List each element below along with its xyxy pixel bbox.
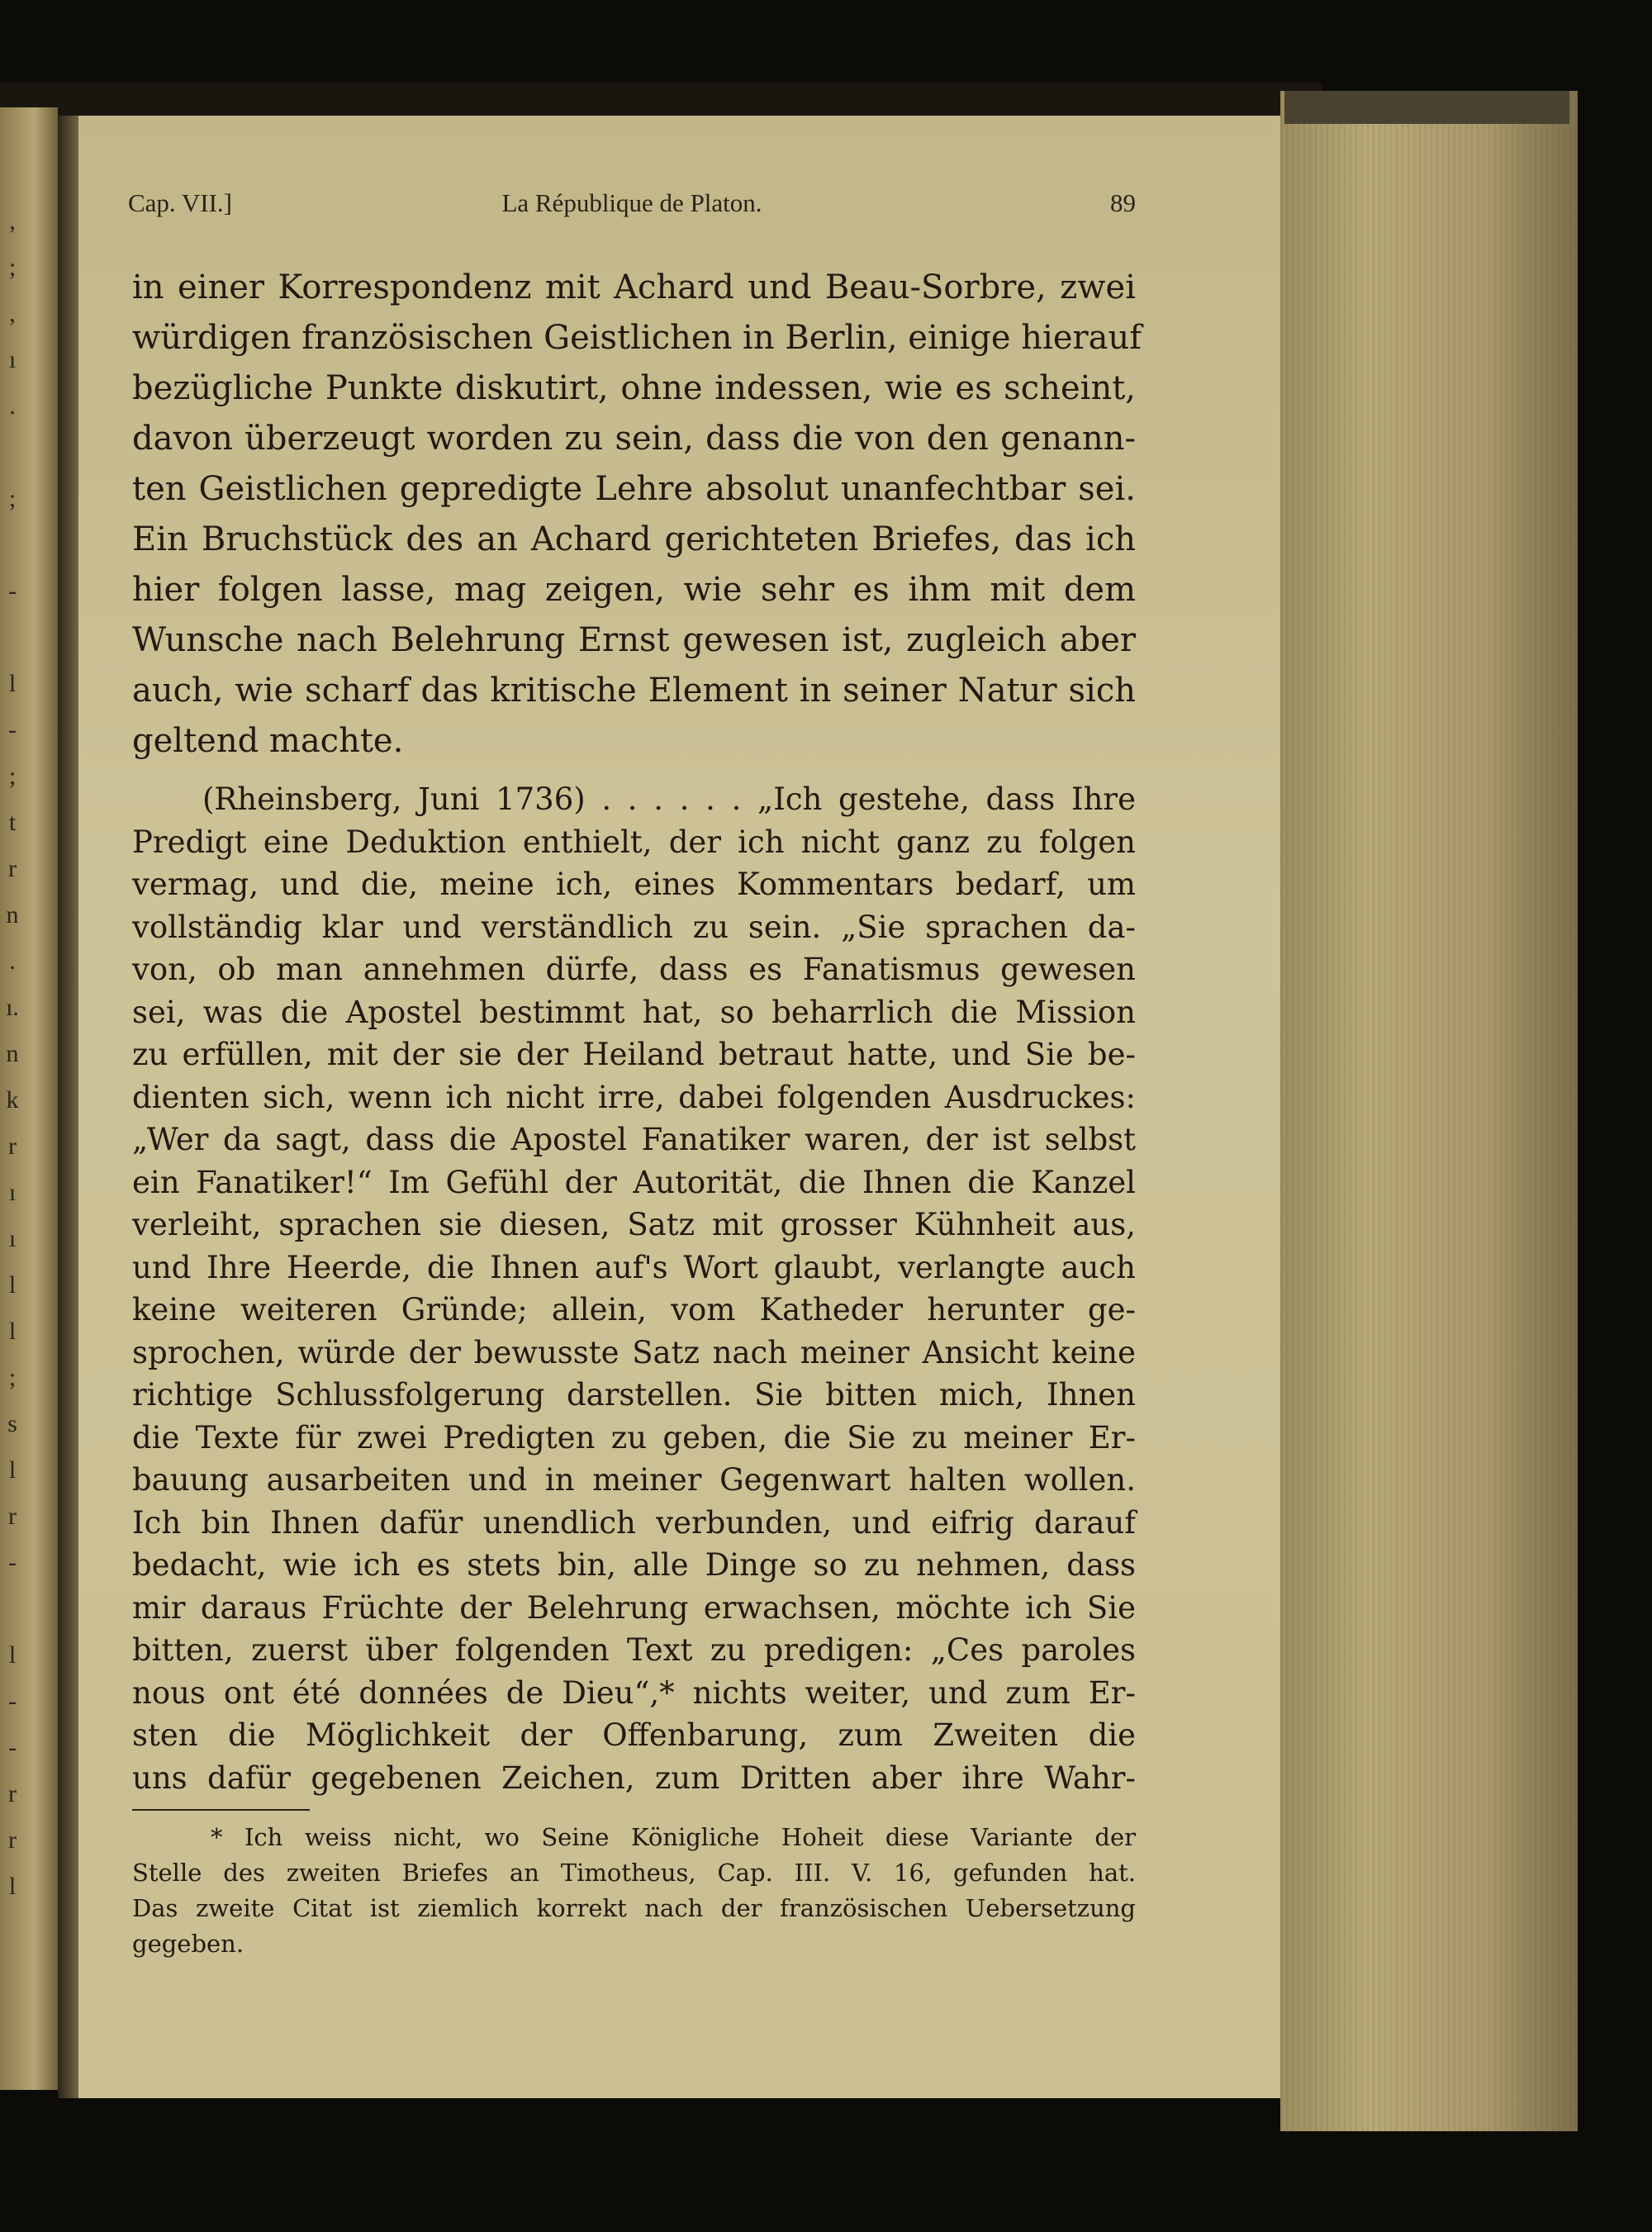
letter-quote-line: sten die Möglichkeit der Offenbarung, zum Zweiten die (132, 1717, 1136, 1753)
facing-page-fragment: , (9, 300, 16, 327)
letter-quote-line: uns dafür gegebenen Zeichen, zum Dritten aber ihre Wahr- (132, 1759, 1136, 1796)
facing-page-fragment: l (8, 670, 17, 697)
facing-page-fragment: n (6, 901, 19, 928)
facing-page-fragment (0, 522, 25, 568)
facing-page-fragment: - (8, 716, 17, 743)
facing-page-fragment: r (8, 1780, 17, 1807)
facing-page-fragment: ; (8, 254, 17, 281)
facing-page-fragment: l (8, 1456, 17, 1484)
book-top-shadow (0, 83, 1322, 120)
letter-quote-line: vollständig klar und verständlich zu sein. „Sie sprachen da- (132, 909, 1136, 945)
paragraph-1-line: hier folgen lasse, mag zeigen, wie sehr es ihm mit dem (132, 571, 1136, 609)
facing-page-fragment: . (9, 392, 16, 420)
paragraph-1-line: davon überzeugt worden zu sein, dass die von den genann- (132, 420, 1136, 458)
paragraph-1-line: bezügliche Punkte diskutirt, ohne indessen, wie es scheint, (132, 369, 1136, 407)
letter-quote-line: bitten, zuerst über folgenden Text zu predigen: „Ces paroles (132, 1632, 1136, 1668)
letter-quote-line: von, ob man annehmen dürfe, dass es Fanatismus gewesen (132, 952, 1136, 987)
paragraph-1 (132, 263, 1142, 767)
letter-quote-line: bedacht, wie ich es stets bin, alle Dinge so zu nehmen, dass (132, 1547, 1136, 1583)
facing-page-fragment: l (8, 1318, 17, 1345)
letter-quote-line: (Rheinsberg, Juni 1736) . . . . . . „Ich gestehe, dass Ihre (202, 781, 1136, 817)
facing-page-fragment: ı (8, 1179, 17, 1206)
facing-page-fragment: ı. (6, 994, 19, 1021)
page-fore-edge (1280, 91, 1578, 2131)
facing-page-fragment: s (7, 1410, 17, 1437)
facing-page-fragment: - (8, 1549, 17, 1576)
paragraph-1-line: würdigen französischen Geistlichen in Berlin, einige hierauf (132, 319, 1142, 357)
paragraph-1-line: auch, wie scharf das kritische Element in seiner Natur sich (132, 672, 1136, 710)
footnote-line: Stelle des zweiten Briefes an Timotheus, Cap. III. V. 16, gefunden hat. (132, 1859, 1136, 1887)
footnote (132, 1820, 1136, 1962)
facing-page-fragment: r (8, 1133, 17, 1160)
facing-page-fragment: . (9, 947, 16, 975)
footnote-rule (132, 1809, 310, 1811)
facing-page-fragment: l (8, 1271, 17, 1299)
letter-quote (132, 778, 1136, 1799)
facing-page-fragments (0, 198, 25, 2016)
running-title: La République de Platon. (501, 188, 762, 217)
facing-page-fragment: t (8, 809, 17, 836)
footnote-line: Das zweite Citat ist ziemlich korrekt nach der französischen Uebersetzung (132, 1894, 1136, 1922)
letter-quote-line: zu erfüllen, mit der sie der Heiland betraut hatte, und Sie be- (132, 1037, 1136, 1072)
letter-quote-line: Predigt eine Deduktion enthielt, der ich nicht ganz zu folgen (132, 824, 1136, 860)
letter-quote-line: ein Fanatiker!“ Im Gefühl der Autorität, die Ihnen die Kanzel (132, 1164, 1136, 1200)
facing-page-fragment (0, 430, 25, 476)
running-head (128, 188, 1136, 221)
letter-quote-line: bauung ausarbeiten und in meiner Gegenwart halten wollen. (132, 1462, 1136, 1498)
facing-page-fragment: ı (8, 346, 17, 373)
facing-page-fragment: - (8, 1688, 17, 1715)
facing-page-fragment: l (8, 1641, 17, 1669)
letter-quote-line: verleiht, sprachen sie diesen, Satz mit grosser Kühnheit aus, (132, 1207, 1136, 1242)
facing-page-fragment: r (8, 1503, 17, 1530)
paragraph-1-line: Wunsche nach Belehrung Ernst gewesen ist, zugleich aber (132, 621, 1136, 659)
page-fore-edge-top (1284, 91, 1569, 124)
letter-quote-line: nous ont été données de Dieu“,* nichts weiter, und zum Er- (132, 1674, 1136, 1711)
facing-page-fragment (0, 615, 25, 661)
paragraph-1-line: geltend machte. (132, 722, 404, 760)
paragraph-1-line: ten Geistlichen gepredigte Lehre absolut unanfechtbar sei. (132, 470, 1136, 508)
paragraph-1-line: in einer Korrespondenz mit Achard und Beau-Sorbre, zwei (132, 268, 1136, 306)
facing-page-fragment: l (8, 1873, 17, 1900)
facing-page-fragment: ; (8, 485, 17, 512)
page-number: 89 (1110, 188, 1136, 217)
facing-page-fragment: ; (8, 762, 17, 790)
letter-quote-line: und Ihre Heerde, die Ihnen auf's Wort glaubt, verlangte auch (132, 1249, 1136, 1285)
letter-quote-line: sprochen, würde der bewusste Satz nach meiner Ansicht keine (132, 1334, 1136, 1370)
facing-page-fragment: n (6, 1040, 19, 1067)
facing-page-fragment: - (8, 1734, 17, 1761)
facing-page-fragment: r (8, 1826, 17, 1854)
chapter-label: Cap. VII.] (128, 188, 232, 217)
letter-quote-line: Ich bin Ihnen dafür unendlich verbunden, und eifrig darauf (132, 1504, 1136, 1541)
letter-quote-line: dienten sich, wenn ich nicht irre, dabei folgenden Ausdruckes: (132, 1079, 1136, 1115)
facing-page-fragment (0, 1586, 25, 1632)
letter-quote-line: vermag, und die, meine ich, eines Kommentars bedarf, um (132, 867, 1136, 902)
letter-quote-line: richtige Schlussfolgerung darstellen. Sie bitten mich, Ihnen (132, 1377, 1136, 1413)
footnote-line: * Ich weiss nicht, wo Seine Königliche Hoheit diese Variante der (211, 1823, 1136, 1851)
letter-quote-line: mir daraus Früchte der Belehrung erwachsen, möchte ich Sie (132, 1589, 1136, 1626)
letter-quote-line: sei, was die Apostel bestimmt hat, so beharrlich die Mission (132, 994, 1136, 1030)
facing-page-fragment: ı (8, 1225, 17, 1252)
letter-quote-line: „Wer da sagt, dass die Apostel Fanatiker waren, der ist selbst (132, 1122, 1136, 1157)
facing-page-fragment: r (8, 855, 17, 882)
letter-quote-line: die Texte für zwei Predigten zu geben, die Sie zu meiner Er- (132, 1419, 1136, 1456)
facing-page-fragment: , (9, 207, 16, 235)
facing-page-fragment: ; (8, 1364, 17, 1391)
paragraph-1-line: Ein Bruchstück des an Achard gerichteten Briefes, das ich (132, 520, 1136, 558)
letter-quote-line: keine weiteren Gründe; allein, vom Katheder herunter ge- (132, 1292, 1136, 1327)
facing-page-fragment: - (8, 577, 17, 605)
footnote-line: gegeben. (132, 1930, 244, 1958)
facing-page-fragment: k (6, 1086, 19, 1114)
